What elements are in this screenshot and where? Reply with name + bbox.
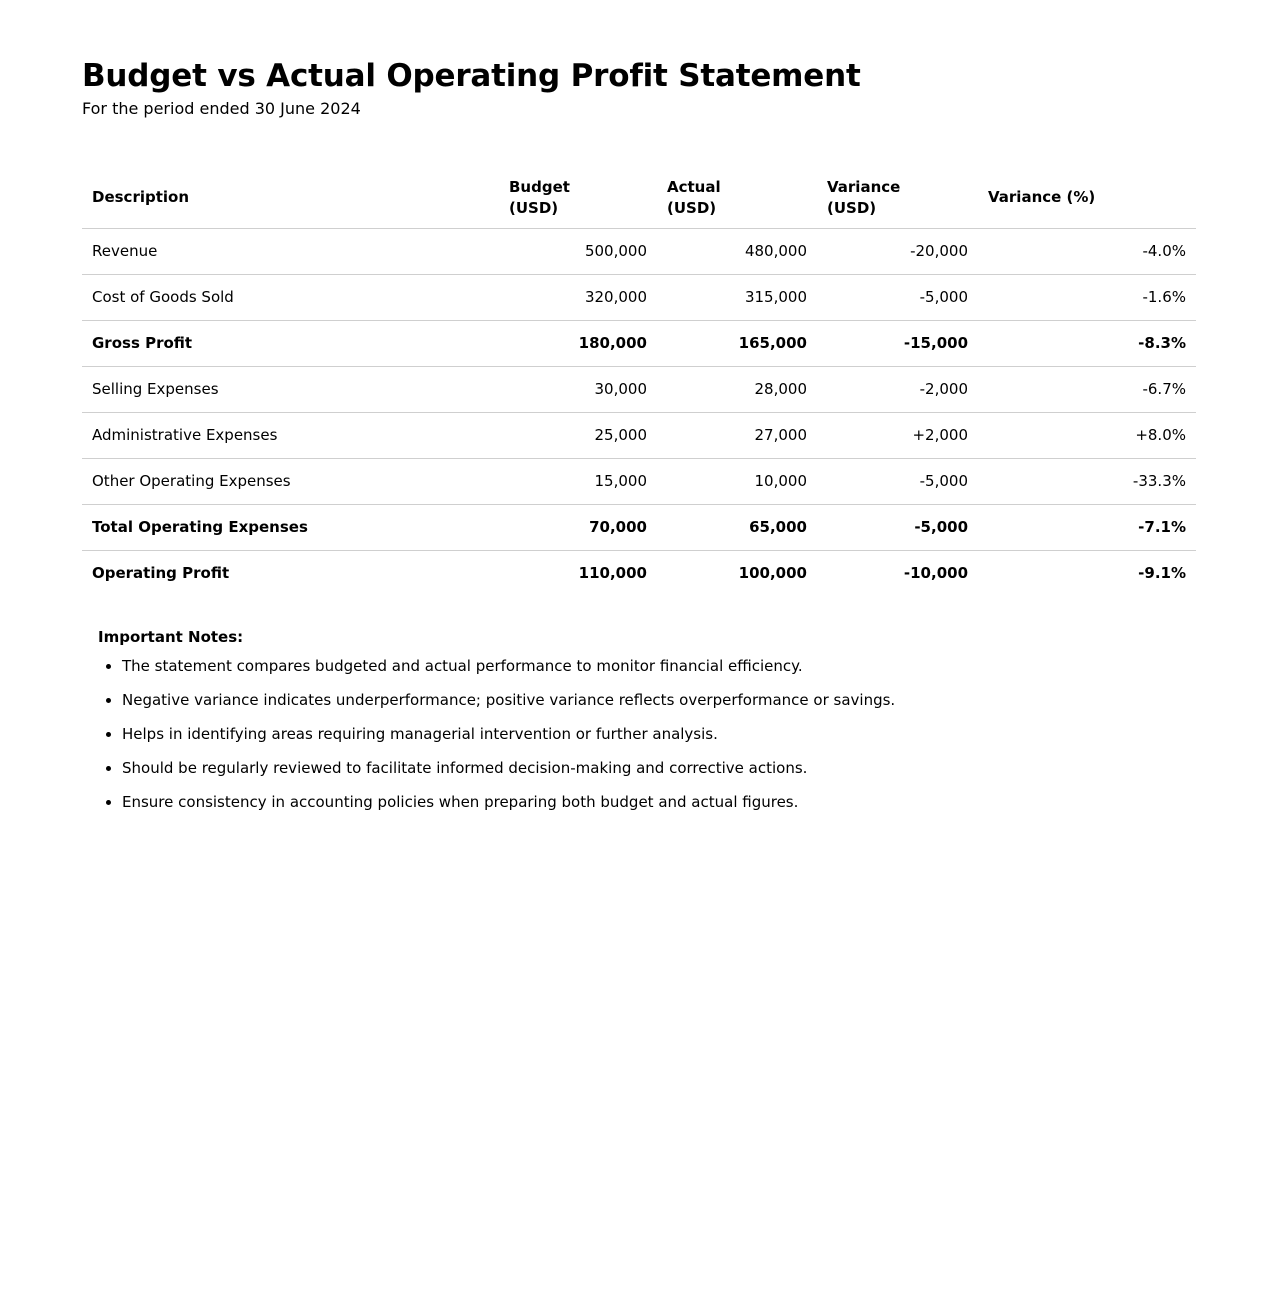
table-header-row [82,168,1196,229]
row-actual: 27,000 [657,412,817,458]
row-actual: 480,000 [657,228,817,274]
row-variance-pct: -7.1% [978,504,1196,550]
page-subtitle: For the period ended 30 June 2024 [82,99,361,119]
row-variance-pct: -1.6% [978,274,1196,320]
row-variance: -5,000 [817,504,978,550]
row-budget: 500,000 [499,228,657,274]
row-actual: 165,000 [657,320,817,366]
row-actual: 100,000 [738,564,807,583]
statement-table [82,168,1196,596]
notes-list [98,656,1196,813]
row-actual: 10,000 [657,458,817,504]
row-description: Selling Expenses [82,366,499,412]
row-variance-pct: -9.1% [1138,564,1186,583]
row-description: Other Operating Expenses [82,458,499,504]
table-row-administrative-expenses [82,412,1196,458]
row-budget: 110,000 [578,564,647,583]
page-title: Budget vs Actual Operating Profit Statement [82,58,861,94]
notes-section [82,628,1196,813]
row-variance-pct: -33.3% [978,458,1196,504]
table-row-gross-profit [82,320,1196,366]
note-item: • Negative variance indicates underperformance; positive variance reflects overperformance or savings. [122,690,1196,711]
table-row-operating-profit [82,550,1196,596]
row-budget: 30,000 [499,366,657,412]
table-row-total-operating-expenses [82,504,1196,550]
note-item: • Helps in identifying areas requiring managerial intervention or further analysis. [122,724,1196,745]
row-description: Revenue [82,228,499,274]
row-variance: -20,000 [817,228,978,274]
column-header-actual: Actual (USD) [657,168,817,229]
row-actual: 315,000 [657,274,817,320]
table-row-other-operating-expenses [82,458,1196,504]
row-description: Gross Profit [82,320,499,366]
statement-page [82,58,1196,826]
note-item: • Ensure consistency in accounting policies when preparing both budget and actual figures. [122,792,1196,813]
row-variance: -5,000 [817,458,978,504]
row-budget: 25,000 [499,412,657,458]
table-row-selling-expenses [82,366,1196,412]
row-variance: -15,000 [817,320,978,366]
row-actual: 28,000 [657,366,817,412]
row-budget: 180,000 [499,320,657,366]
row-variance-pct: +8.0% [978,412,1196,458]
row-variance: -2,000 [817,366,978,412]
table-row-cogs [82,274,1196,320]
row-description: Total Operating Expenses [82,504,499,550]
row-variance-pct: -8.3% [978,320,1196,366]
notes-title: Important Notes: [98,627,244,646]
row-description: Operating Profit [92,564,230,583]
note-item: • Should be regularly reviewed to facilitate informed decision-making and corrective actions. [122,758,1196,779]
column-header-variance-pct: Variance (%) [978,168,1196,229]
row-budget: 15,000 [499,458,657,504]
column-header-variance: Variance (USD) [817,168,978,229]
note-item: • The statement compares budgeted and actual performance to monitor financial efficiency. [122,656,1196,677]
table-row-revenue [82,228,1196,274]
row-actual: 65,000 [657,504,817,550]
row-variance: +2,000 [817,412,978,458]
row-variance-pct: -6.7% [978,366,1196,412]
column-header-description: Description [82,168,499,229]
row-variance: -10,000 [903,564,968,583]
row-description: Administrative Expenses [82,412,499,458]
row-budget: 70,000 [499,504,657,550]
row-budget: 320,000 [499,274,657,320]
row-variance: -5,000 [817,274,978,320]
row-description: Cost of Goods Sold [82,274,499,320]
row-variance-pct: -4.0% [978,228,1196,274]
column-header-budget: Budget (USD) [499,168,657,229]
